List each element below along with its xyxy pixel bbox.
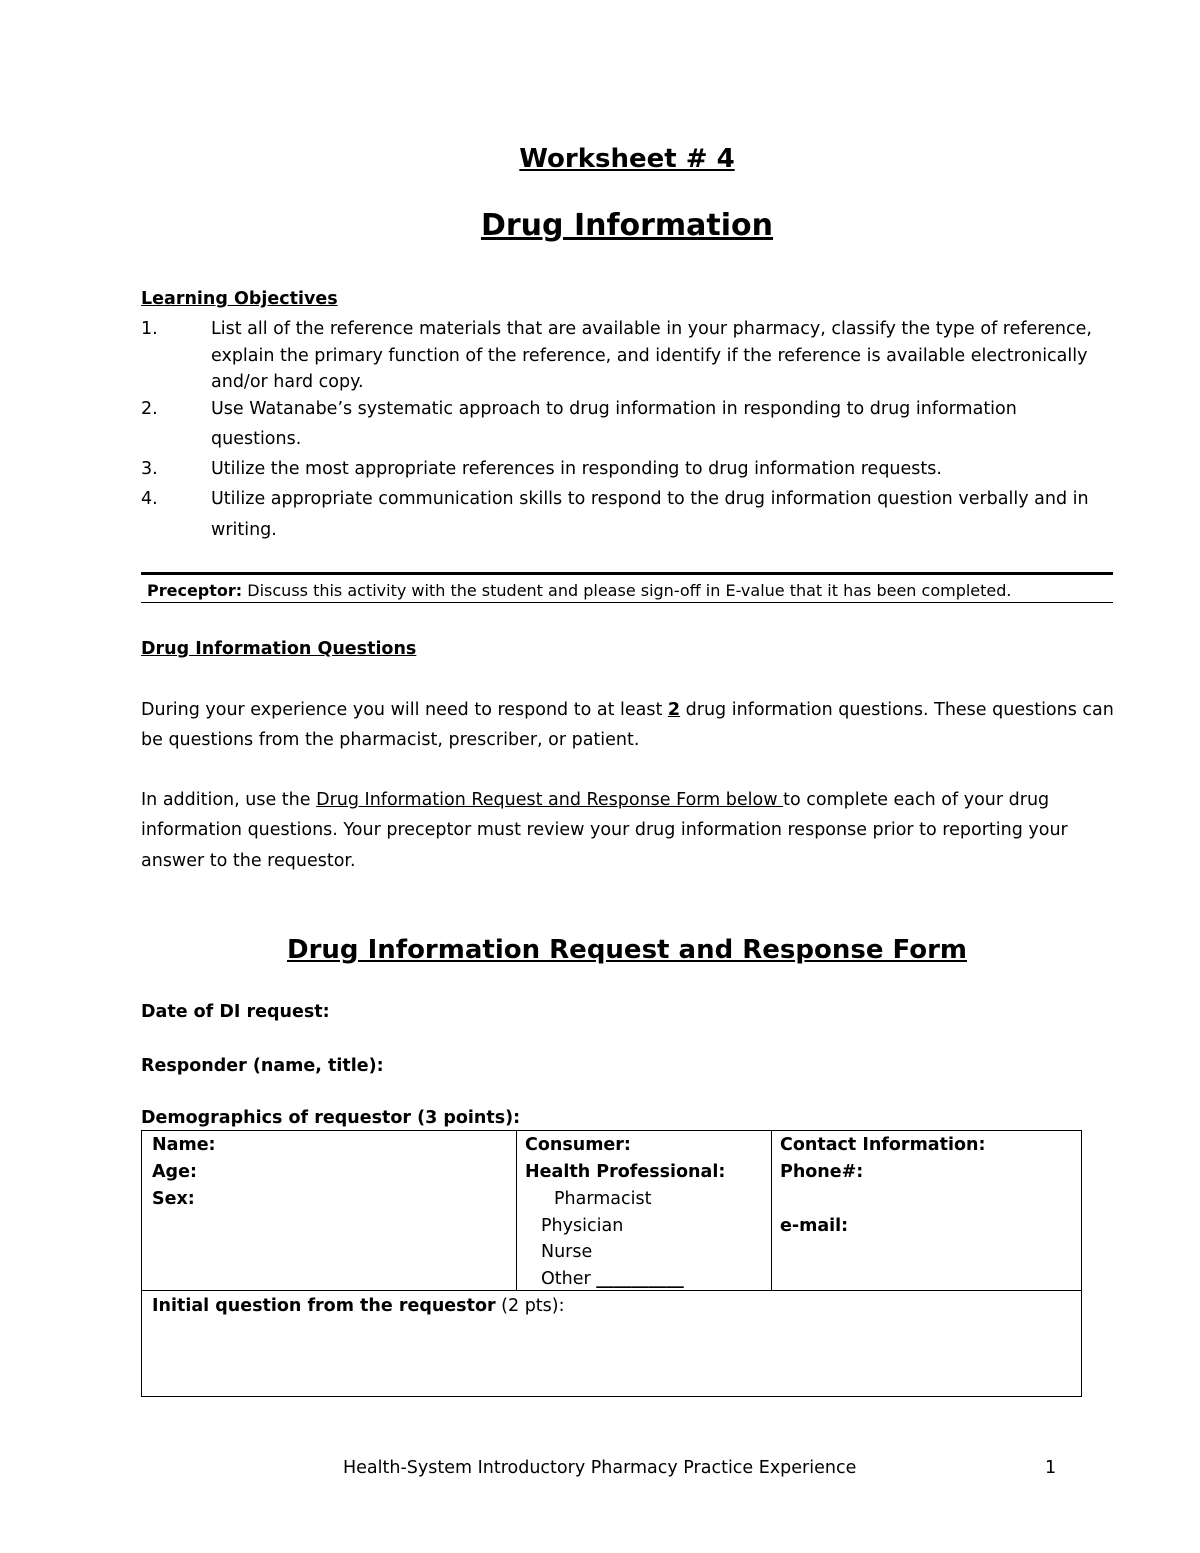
other-blank[interactable]: __________ <box>596 1269 684 1289</box>
di-paragraph-1 <box>141 697 1114 723</box>
contact-info-label: Contact Information: <box>780 1135 986 1155</box>
initial-question-points: (2 pts): <box>495 1296 565 1316</box>
option-nurse: Nurse <box>541 1242 593 1262</box>
initial-question-text: Initial question from the requestor <box>152 1296 496 1316</box>
di-paragraph-2-line-3: answer to the requestor. <box>141 851 356 871</box>
form-title: Drug Information Request and Response Form <box>287 935 967 965</box>
objective-line: writing. <box>211 520 277 540</box>
paragraph-text: to complete each of your drug <box>783 790 1050 810</box>
initial-question-cell[interactable] <box>141 1290 1082 1397</box>
di-paragraph-1-line-2: be questions from the pharmacist, prescriber, or patient. <box>141 730 640 750</box>
contact-info-cell[interactable] <box>771 1130 1082 1291</box>
option-other-label: Other <box>541 1269 597 1289</box>
phone-label: Phone#: <box>780 1162 864 1182</box>
di-paragraph-2 <box>141 787 1049 813</box>
objective-number: 2. <box>141 399 158 419</box>
preceptor-top-rule <box>141 572 1113 575</box>
objective-line: questions. <box>211 429 302 449</box>
demographics-label: Demographics of requestor (3 points): <box>141 1108 521 1128</box>
form-link[interactable]: Drug Information Request and Response Form below <box>316 790 784 810</box>
option-other <box>541 1266 684 1292</box>
option-physician: Physician <box>541 1216 624 1236</box>
objective-line: and/or hard copy. <box>211 372 364 392</box>
objective-number: 1. <box>141 319 158 339</box>
page-number: 1 <box>1045 1458 1057 1478</box>
email-label: e-mail: <box>780 1216 849 1236</box>
objective-line: List all of the reference materials that are available in your pharmacy, classify the type of reference, <box>211 319 1092 339</box>
objective-number: 4. <box>141 489 158 509</box>
objective-line: Utilize the most appropriate references in responding to drug information requests. <box>211 459 942 479</box>
footer-text: Health-System Introductory Pharmacy Practice Experience <box>343 1458 857 1478</box>
page-title: Drug Information <box>480 208 774 243</box>
paragraph-text: drug information questions. These questions can <box>680 700 1114 720</box>
objective-line: Utilize appropriate communication skills to respond to the drug information question verbally and in <box>211 489 1089 509</box>
worksheet-title: Worksheet # 4 <box>519 144 735 174</box>
option-pharmacist: Pharmacist <box>554 1189 652 1209</box>
responder-field-label: Responder (name, title): <box>141 1056 384 1076</box>
question-count: 2 <box>667 700 681 720</box>
learning-objectives-heading: Learning Objectives <box>141 289 338 309</box>
name-label: Name: <box>152 1135 216 1155</box>
di-questions-heading: Drug Information Questions <box>141 639 417 659</box>
preceptor-text: Discuss this activity with the student and please sign-off in E-value that it has been completed. <box>242 581 1012 600</box>
objective-line: Use Watanabe’s systematic approach to drug information in responding to drug information <box>211 399 1017 419</box>
date-field-label: Date of DI request: <box>141 1002 330 1022</box>
objective-line: explain the primary function of the reference, and identify if the reference is available electronically <box>211 346 1088 366</box>
di-paragraph-2-line-2: information questions. Your preceptor must review your drug information response prior to reporting your <box>141 820 1068 840</box>
preceptor-bottom-rule <box>141 602 1113 603</box>
consumer-label: Consumer: <box>525 1135 631 1155</box>
paragraph-text: In addition, use the <box>141 790 317 810</box>
age-label: Age: <box>152 1162 197 1182</box>
preceptor-note <box>147 580 1012 602</box>
preceptor-label: Preceptor: <box>147 581 243 600</box>
paragraph-text: During your experience you will need to respond to at least <box>141 700 668 720</box>
sex-label: Sex: <box>152 1189 195 1209</box>
requestor-personal-cell[interactable] <box>141 1130 516 1291</box>
requestor-type-cell[interactable] <box>516 1130 771 1291</box>
objective-number: 3. <box>141 459 158 479</box>
health-professional-label: Health Professional: <box>525 1162 726 1182</box>
initial-question-label <box>152 1293 565 1319</box>
